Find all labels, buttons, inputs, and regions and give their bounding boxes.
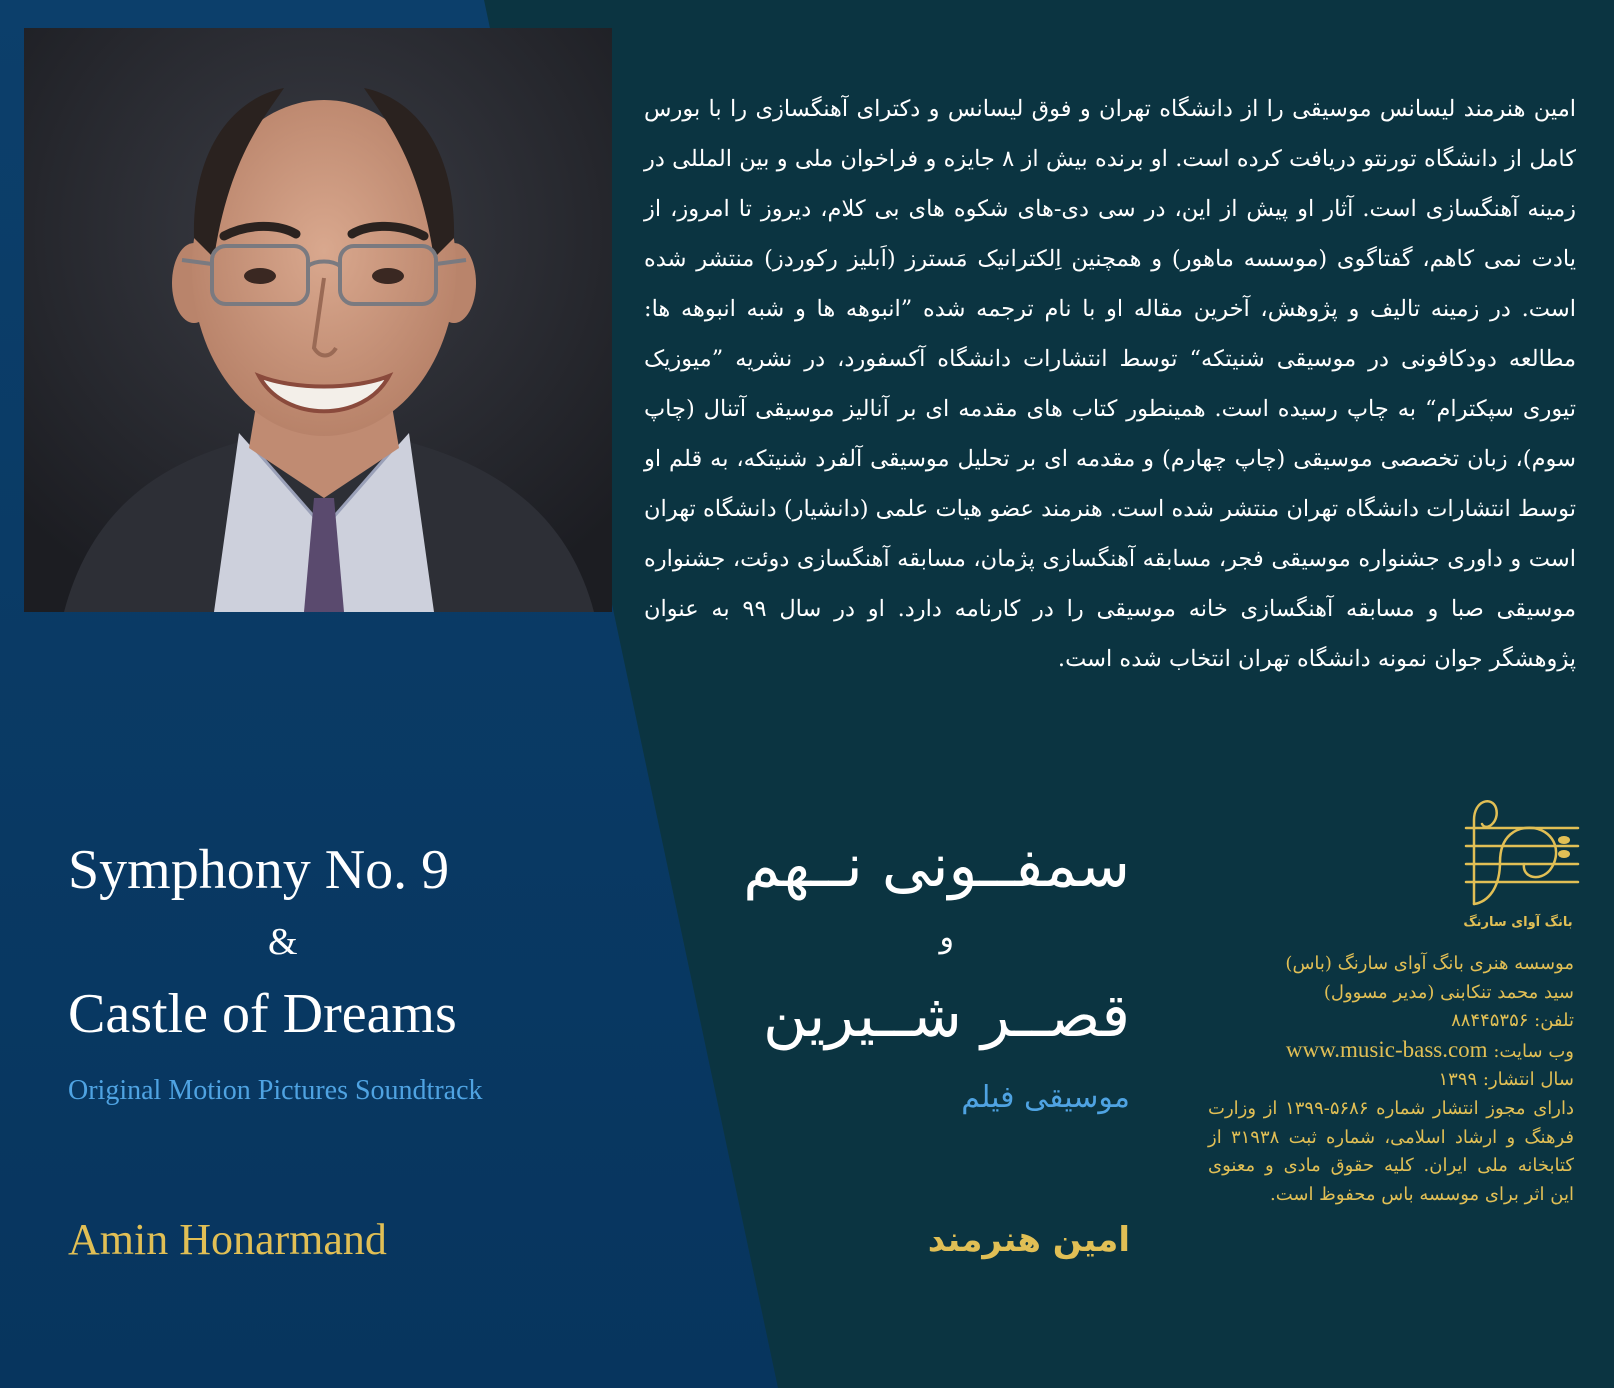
website-label: وب سایت: — [1493, 1040, 1574, 1062]
persian-title-line2: قصــر شــیرین — [762, 981, 1130, 1051]
artist-photo — [24, 28, 612, 612]
phone-label: تلفن: — [1534, 1010, 1574, 1032]
english-artist-name: Amin Honarmand — [68, 1215, 387, 1264]
publisher-website-row — [1208, 1036, 1574, 1067]
english-subtitle: Original Motion Pictures Soundtrack — [68, 1075, 483, 1106]
phone-number: ۸۸۴۴۵۳۵۶ — [1451, 1010, 1529, 1032]
publisher-license: دارای مجوز انتشار شماره ۵۶۸۶-۱۳۹۹ از وزارت فرهنگ و ارشاد اسلامی، شماره ثبت ۳۱۹۳۸ از کتابخانه ملی ایران. کلیه حقوق مادی و معنوی این اثر برای موسسه باس محفوظ است. — [1208, 1097, 1574, 1205]
publisher-logo — [1452, 792, 1584, 940]
english-ampersand: & — [268, 921, 298, 963]
publisher-phone-row — [1208, 1007, 1574, 1036]
persian-title-line1: سمفــونی نــهم — [743, 831, 1130, 901]
music-note-staff-logo-icon — [1452, 792, 1584, 912]
persian-and: و — [939, 920, 954, 955]
publisher-year-row — [1208, 1066, 1574, 1095]
english-title-line2: Castle of Dreams — [68, 983, 457, 1045]
publisher-manager: سید محمد تنکابنی (مدیر مسوول) — [1323, 981, 1574, 1003]
publisher-info — [1208, 950, 1574, 1209]
year-label: سال انتشار: — [1482, 1069, 1574, 1091]
publisher-institute: موسسه هنری بانگ آوای سارنگ (باس) — [1285, 953, 1574, 974]
release-year: ۱۳۹۹ — [1438, 1069, 1478, 1091]
persian-subtitle: موسیقی فیلم — [961, 1080, 1130, 1115]
english-title-line1: Symphony No. 9 — [68, 839, 450, 901]
persian-artist-name: امین هنرمند — [927, 1220, 1130, 1260]
artist-biography: امین هنرمند لیسانس موسیقی را از دانشگاه تهران و فوق لیسانس و دکترای آهنگسازی را با بورس کامل از دانشگاه تورنتو دریافت کرده است. او برنده بیش از ۸ جایزه و فراخوان ملی و بین المللی در زمینه آهنگسازی است. آثار او پیش از این، در سی دی-های شکوه های بی کلام، دیروز تا امروز، از یادت نمی کاهم، گفتاگوی (موسسه ماهور) و همچنین اِلکترانیک مَسترز (اَبلیز رکوردز) منتشر شده است. در زمینه تالیف و پژوهش، آخرین مقاله او با نام ترجمه شده ”انبوهه ها و شبه انبوهه ها: مطالعه دودکافونی در موسیقی شنیتکه“ توسط انتشارات دانشگاه آکسفورد، در نشریه ”میوزیک تیوری سپکترام“ به چاپ رسیده است. همینطور کتاب های مقدمه ای بر آنالیز موسیقی آتنال (چاپ سوم)، زبان تخصصی موسیقی (چاپ چهارم) و مقدمه ای بر تحلیل موسیقی آلفرد شنیتکه، به قلم او توسط انتشارات دانشگاه تهران منتشر شده است. هنرمند عضو هیات علمی (دانشیار) دانشگاه تهران است و داوری جشنواره موسیقی فجر، مسابقه آهنگسازی پژمان، مسابقه آهنگسازی دوئت، جشنواره موسیقی صبا و مسابقه آهنگسازی خانه موسیقی را در کارنامه دارد. او در سال ۹۹ به عنوان پژوهشگر جوان نمونه دانشگاه تهران انتخاب شده است. — [644, 96, 1576, 672]
website-link[interactable]: www.music-bass.com — [1285, 1036, 1488, 1062]
publisher-logo-text: بانگ آوای سارنگ — [1463, 915, 1573, 930]
